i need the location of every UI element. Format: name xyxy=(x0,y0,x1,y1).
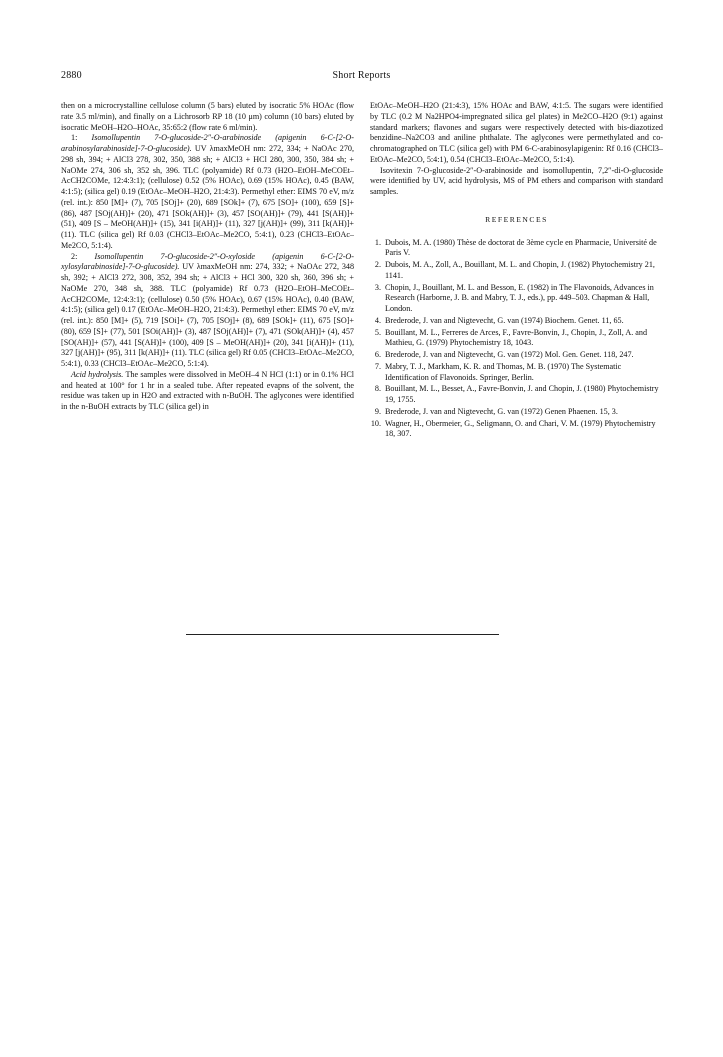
reference-text: Brederode, J. van and Nigtevecht, G. van (1972) Mol. Gen. Genet. 118, 247. xyxy=(385,350,634,359)
continuation-paragraph: EtOAc–MeOH–H2O (21:4:3), 15% HOAc and BAW, 4:1:5. The sugars were identified by TLC (0.2 M Na2HPO4-impregnated silica gel plates) in Me2CO–H2O (9:1) against standard markers; flavones and sugars were respectively detected with bis-diazotized benzidine–Na2CO3 and aniline phthalate. The aglycones were permethylated and co-chromatographed on TLC (silica gel) with PM 6-C-arabinosylapigenin: Rf 0.16 (CHCl3–EtOAc–Me2CO, 5:4:1), 0.54 (CHCl3–EtOAc–Me2CO, 5:1:4). xyxy=(370,101,663,164)
reference-item xyxy=(370,238,663,260)
acid-hydrolysis-paragraph xyxy=(61,370,354,413)
right-column xyxy=(370,101,663,441)
compound-1-number: 1: xyxy=(71,133,78,143)
reference-number: 10 . xyxy=(364,419,381,430)
compound-1-paragraph xyxy=(61,133,354,251)
reference-item xyxy=(370,407,663,418)
reference-number: 7 . xyxy=(364,362,381,373)
reference-text: Bouillant, M. L., Ferreres de Arces, F., Favre-Bonvin, J., Chopin, J., Zoll, A. and Mathieu, G. (1979) Phytochemistry 18, 1043. xyxy=(385,327,648,348)
reference-number: 9 . xyxy=(364,407,381,418)
reference-number: 8 . xyxy=(364,384,381,395)
compound-2-number: 2: xyxy=(71,251,78,261)
reference-item xyxy=(370,316,663,327)
reference-text: Brederode, J. van and Nigtevecht, G. van (1972) Genen Phaenen. 15, 3. xyxy=(385,406,618,416)
reference-item xyxy=(370,328,663,350)
compound-1-data: UV λmaxMeOH nm: 272, 334; + NaOAc 270, 298 sh, 394; + AlCl3 278, 302, 350, 388 sh; + AlCl3 + HCl 280, 300, 350, 384 sh; + NaOMe 274, 306 sh, 352 sh, 396. TLC (polyamide) Rf 0.73 (H2O–EtOH–MeCOEt–AcCH2COMe, 12:4:3:1); (cellulose) 0.52 (5% HOAc), 0.69 (15% HOAc), 0.45 (BAW, 4:1:5); (silica gel) 0.19 (EtOAc–MeOH–H2O, 21:4:3). Permethyl ether: EIMS 70 eV, m/z (rel. int.): 850 [M]+ (7), 705 [SOj]+ (20), 689 [SOk]+ (7), 675 [SO]+ (100), 659 [S]+ (86), 487 [SOj(AH)]+ (20), 471 [SOk(AH)]+ (3), 457 [SO(AH)]+ (79), 441 [S(AH)]+ (51), 409 [S – MeOH(AH)]+ (15), 341 [i(AH)]+ (11), 327 [j(AH)]+ (99), 311 [k(AH)]+ (11). TLC (silica gel) Rf 0.03 (CHCl3–EtOAc–Me2CO, 5:4:1), 0.23 (CHCl3–EtOAc–Me2CO, 5:1:4). xyxy=(61,144,354,250)
reference-number: 2 . xyxy=(364,260,381,271)
intro-paragraph: then on a microcrystalline cellulose column (5 bars) eluted by isocratic 5% HOAc (flow rate 3.5 ml/min), and finally on a Lichrosorb RP 18 (10 μm) column (10 bars) eluted by isocratic MeOH–H2O–HOAc, 35:65:2 (flow rate 6 ml/min). xyxy=(61,101,354,132)
reference-number: 6 . xyxy=(364,350,381,361)
reference-text: Chopin, J., Bouillant, M. L. and Besson, E. (1982) in The Flavonoids, Advances in Research (Harborne, J. B. and Mabry, T. J., eds.), pp. 449–503. Chapman & Hall, London. xyxy=(385,282,654,313)
reference-text: Wagner, H., Obermeier, G., Seligmann, O. and Chari, V. M. (1979) Phytochemistry 18, 307. xyxy=(385,418,656,439)
reference-number: 5 . xyxy=(364,328,381,339)
reference-number: 3 . xyxy=(364,283,381,294)
reference-item xyxy=(370,283,663,315)
acid-hydrolysis-heading: Acid hydrolysis. xyxy=(71,369,124,379)
footer-rule xyxy=(186,634,499,635)
left-column xyxy=(61,101,354,413)
references-heading: REFERENCES xyxy=(485,214,548,224)
compound-1-name: Isomollupentin 7-O-glucoside-2″-O-arabinoside (apigenin 6-C-[2-O-arabinosylarabinoside]-7-O-glucoside). xyxy=(61,133,355,153)
reference-item xyxy=(370,260,663,282)
compound-2-name: Isomollupentin 7-O-glucoside-2″-O-xyloside (apigenin 6-C-[2-O-xylosylarabinoside]-7-O-glucoside). xyxy=(61,251,354,272)
isovitexin-paragraph: Isovitexin 7-O-glucoside-2″-O-arabinoside and isomollupentin, 7,2″-di-O-glucoside were identified by UV, acid hydrolysis, MS of PM ethers and comparison with standard samples. xyxy=(370,165,663,196)
page-number: 2880 xyxy=(61,70,82,81)
reference-text: Dubois, M. A., Zoll, A., Bouillant, M. L. and Chopin, J. (1982) Phytochemistry 21, 1141. xyxy=(385,260,655,280)
reference-text: Brederode, J. van and Nigtevecht, G. van (1974) Biochem. Genet. 11, 65. xyxy=(385,315,624,325)
running-head: Short Reports xyxy=(332,70,391,81)
reference-item xyxy=(370,419,663,441)
acid-hydrolysis-text: The samples were dissolved in MeOH–4 N HCl (1:1) or in 0.1% HCl and heated at 100° for 1 hr in a sealed tube. After repeated evapns of the solvent, the residue was taken up in H2O and extracted with n-BuOH. The aglycones were identified in the n-BuOH extracts by TLC (silica gel) in xyxy=(61,369,354,411)
reference-item xyxy=(370,384,663,406)
references-list xyxy=(370,238,663,441)
reference-text: Dubois, M. A. (1980) Thèse de doctorat de 3ème cycle en Pharmacie, Université de Paris V. xyxy=(385,237,657,258)
reference-item xyxy=(370,362,663,384)
reference-number: 1 . xyxy=(364,238,381,249)
compound-2-data: UV λmaxMeOH nm: 274, 332; + NaOAc 272, 348 sh, 392; + AlCl3 272, 308, 352, 394 sh; + AlCl3 + HCl 300, 320 sh, 360, 396 sh; + NaOMe 270, 348 sh, 388. TLC (polyamide) Rf 0.73 (H2O–EtOH–MeCOEt–AcCH2COMe, 12:4:3:1); (cellulose) 0.50 (5% HOAc), 0.67 (15% HOAc), 0.40 (BAW, 4:1:5); (silica gel) 0.17 (EtOAc–MeOH–H2O, 21:4:3). Permethyl ether: EIMS 70 eV, m/z (rel. int.): 850 [M]+ (5), 719 [SOi]+ (7), 705 [SOj]+ (8), 689 [SOk]+ (11), 675 [SO]+ (80), 659 [S]+ (77), 501 [SOi(AH)]+ (3), 487 [SOj(AH)]+ (7), 471 (SOk(AH)]+ (4), 457 [SO(AH)]+ (57), 441 [S(AH)]+ (100), 409 [S – MeOH(AH)]+ (20), 341 [i(AH)]+ (11), 327 [j(AH)]+ (95), 311 [k(AH)]+ (11). TLC (silica gel) Rf 0.05 (CHCl3–EtOAc–Me2CO, 5:4:1), 0.33 (CHCl3–EtOAc–Me2CO, 5:1:4). xyxy=(61,262,355,368)
reference-text: Mabry, T. J., Markham, K. R. and Thomas, M. B. (1970) The Systematic Identification of Flavonoids. Springer, Berlin. xyxy=(385,361,622,382)
reference-number: 4 . xyxy=(364,316,381,327)
compound-2-paragraph xyxy=(61,252,354,370)
reference-text: Bouillant, M. L., Besset, A., Favre-Bonvin, J. and Chopin, J. (1980) Phytochemistry 19, 1755. xyxy=(385,384,659,404)
reference-item xyxy=(370,350,663,361)
